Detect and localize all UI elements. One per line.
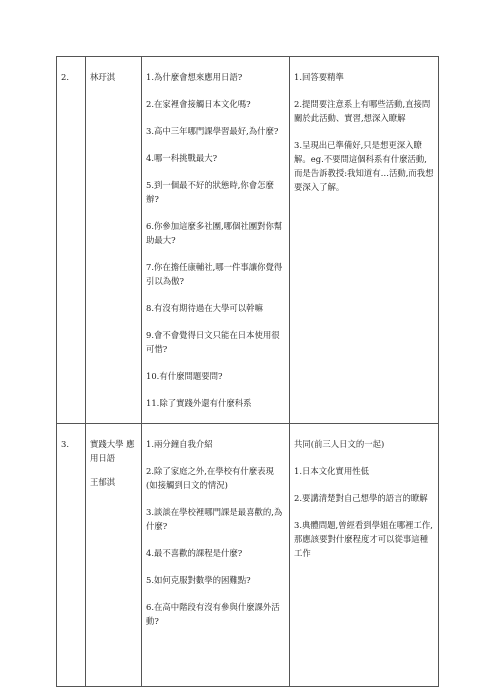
- question-item: 9.會不會覺得日文只能在日本使用很可惜?: [146, 330, 280, 354]
- note-item: 3.呈現出已準備好,只是想更深入瞭解。eg.不要問這個科系有什麼活動,而是告訴教授:我知道有…活動,而我想要深入了解。: [294, 140, 434, 192]
- question-item: 4.哪一科挑戰最大?: [146, 153, 218, 163]
- name-cell: [86, 424, 142, 687]
- question-item: 11.除了實踐外還有什麼科系: [146, 398, 252, 408]
- question-item: 2.在家裡會接觸日本文化嗎?: [146, 99, 251, 109]
- interviewee-name: 王郁淇: [90, 477, 116, 487]
- question-item: 5.到一個最不好的狀態時,你會怎麼辦?: [146, 180, 274, 204]
- question-item: 1.為什麼會想來應用日語?: [146, 72, 243, 82]
- notes-cell: [290, 424, 439, 687]
- question-item: 5.如何克服對數學的困難點?: [146, 575, 251, 585]
- row-number-cell: [57, 57, 86, 424]
- interviewee-name: 林玗淇: [90, 72, 116, 82]
- row-number: 2.: [61, 72, 69, 82]
- note-item: 1.日本文化實用性低: [294, 466, 369, 476]
- note-item: 2.要講清楚對自己想學的語言的瞭解: [294, 493, 428, 503]
- question-item: 3.高中三年哪門課學習最好,為什麼?: [146, 126, 279, 136]
- question-item: 8.有沒有期待過在大學可以幹嘛: [146, 303, 263, 313]
- note-item: 3.典體問題,曾經看到學姐在哪裡工作,那應該要對什麼程度才可以從事這種工作: [294, 520, 433, 558]
- question-item: 7.你在擔任康輔社,哪一件事讓你覺得引以為傲?: [146, 262, 283, 286]
- table-row: [57, 424, 439, 687]
- question-item: 10.有什麼問題要問?: [146, 371, 223, 381]
- question-item: 6.你參加這麼多社團,哪個社團對你幫助最大?: [146, 221, 283, 245]
- question-item: 2.除了家庭之外,在學校有什麼表現(如接觸到日文的情況): [146, 466, 274, 490]
- question-item: 1.兩分鐘自我介紹: [146, 439, 213, 449]
- question-item: 3.談談在學校裡哪門課是最喜歡的,為什麼?: [146, 507, 283, 531]
- name-cell: [86, 57, 142, 424]
- school-department: 實踐大學 應用日語: [90, 439, 135, 463]
- question-item: 6.在高中階段有沒有參與什麼課外活動?: [146, 602, 280, 626]
- questions-cell: [142, 424, 290, 687]
- note-item: 2.提問要注意系上有哪些活動,直接問關於此活動、實習,想深入瞭解: [294, 99, 431, 123]
- question-item: 4.最不喜歡的課程是什麼?: [146, 548, 243, 558]
- row-number-cell: [57, 424, 86, 687]
- row-number: 3.: [61, 439, 69, 449]
- interview-table: [56, 56, 439, 687]
- note-item: 共同(前三人日文的一起): [294, 439, 385, 449]
- note-item: 1.回答要精準: [294, 72, 344, 82]
- questions-cell: [142, 57, 290, 424]
- notes-cell: [290, 57, 439, 424]
- table-row: [57, 57, 439, 424]
